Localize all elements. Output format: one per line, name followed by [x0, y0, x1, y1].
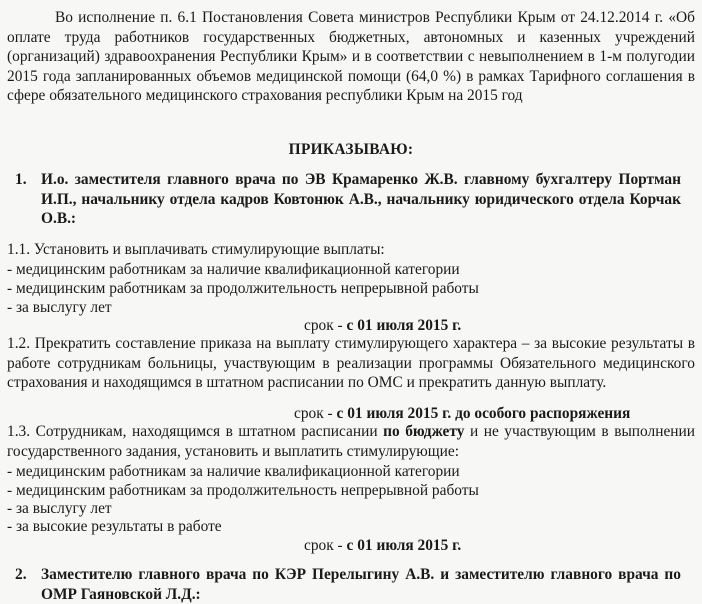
section-1-1-term — [304, 316, 461, 336]
section-1-3-line: - за высокие результаты в работе — [7, 518, 222, 535]
section-1-3-text-bold: по бюджету — [383, 423, 465, 440]
section-1-3-text — [7, 422, 695, 461]
order-heading: ПРИКАЗЫВАЮ: — [288, 141, 414, 158]
section-1-1-line: - медицинским работникам за наличие квалификационной категории — [7, 261, 460, 278]
item-1-text: И.о. заместителя главного врача по ЭВ Крамаренко Ж.В. главному бухгалтеру Портман И.П., начальнику отдела кадров Ковтонюк А.В., начальнику юридического отдела Корчак О.В.: — [41, 171, 681, 228]
term-label: срок - — [304, 317, 347, 334]
section-1-3-line: - за выслугу лет — [7, 500, 112, 517]
term-value: с 01 июля 2015 г. до особого распоряжения — [336, 405, 631, 422]
item-2-text: Заместителю главного врача по КЭР Перелыгину А.В. и заместителю главного врача по ОМР Гаяновской Л.Д.: — [41, 566, 681, 603]
section-1-3-line: - медицинским работникам за продолжительность непрерывной работы — [7, 482, 479, 499]
term-label: срок - — [304, 537, 347, 554]
section-1-1-line: - за выслугу лет — [7, 299, 112, 316]
section-1-1-title: 1.1. Установить и выплачивать стимулирующие выплаты: — [7, 241, 385, 258]
term-label: срок - — [294, 405, 337, 422]
term-value: с 01 июля 2015 г. — [346, 317, 462, 334]
section-1-2-text: 1.2. Прекратить составление приказа на выплату стимулирующего характера – за высокие результаты в работе сотрудникам больницы, участвующим в реализации программы Обязательного медицинского страхования и находящимся в штатном расписании по ОМС и прекратить данную выплату. — [7, 335, 695, 392]
section-1-3-text-b: и не участвующим в выполнении государственного задания, установить и выплатить стимулирующие: — [7, 423, 695, 460]
item-1-number: 1. — [15, 171, 27, 188]
section-1-3-term — [304, 536, 461, 556]
item-2-number: 2. — [15, 566, 27, 583]
term-value: с 01 июля 2015 г. — [346, 537, 462, 554]
section-1-2-term — [294, 404, 630, 424]
section-1-1-line: - медицинским работникам за продолжительность непрерывной работы — [7, 280, 479, 297]
section-1-3-text-a: 1.3. Сотрудникам, находящимся в штатном расписании — [7, 423, 384, 440]
intro-paragraph: Во исполнение п. 6.1 Постановления Совета министров Республики Крым от 24.12.2014 г. «Об оплате труда работников государственных бюджетных, автономных и казенных учреждений (организаций) здравоохранения Республики Крым» и в соответствии с невыполнением в 1-м полугодии 2015 года запланированных объемов медицинской помощи (64,0 %) в рамках Тарифного соглашения в сфере обязательного медицинского страхования республики Крым на 2015 год — [7, 9, 695, 105]
section-1-3-line: - медицинским работникам за наличие квалификационной категории — [7, 463, 460, 480]
